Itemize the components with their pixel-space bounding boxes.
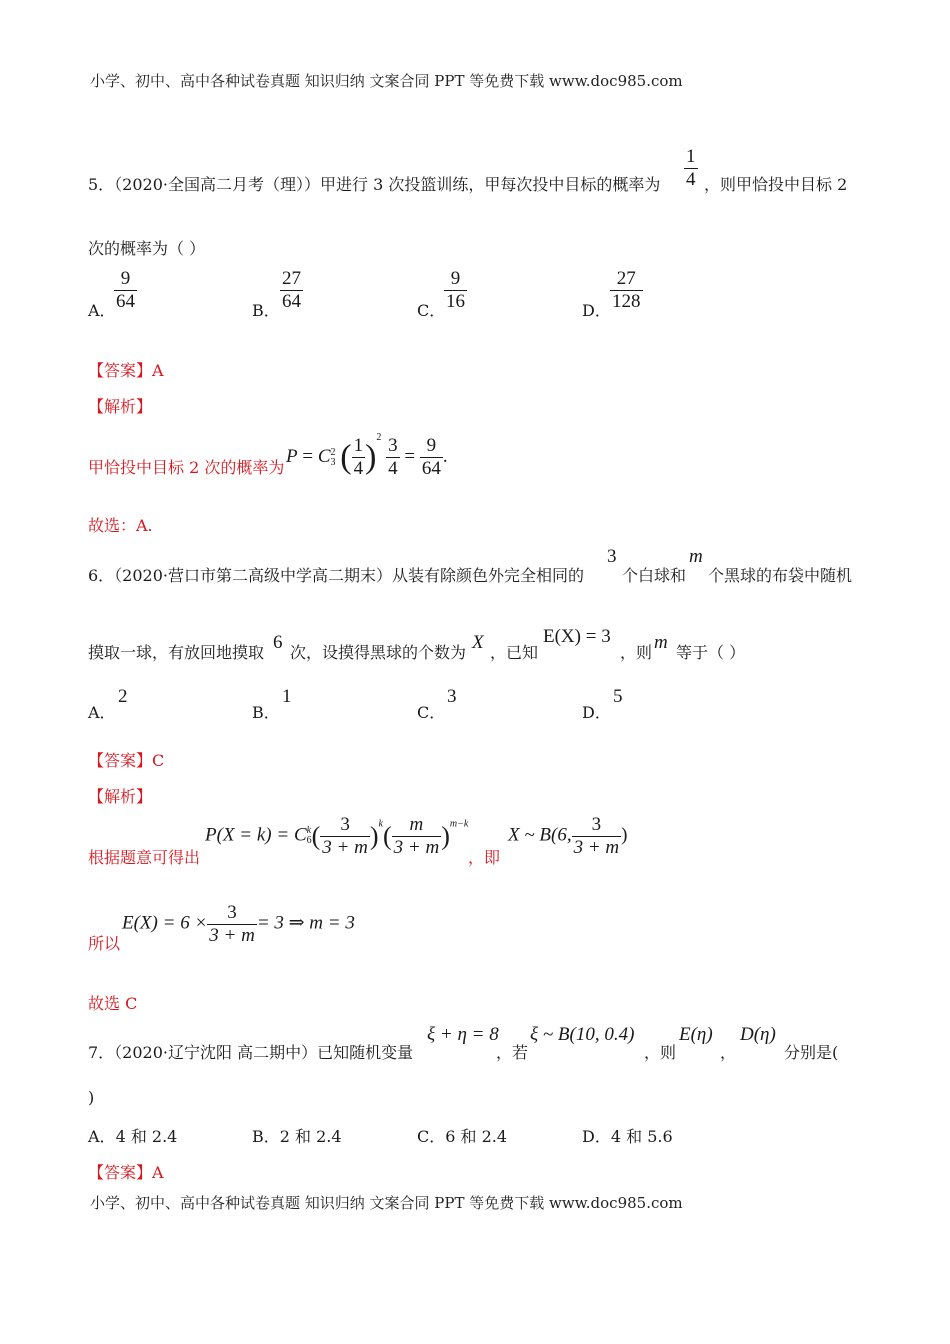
q7-option-b-label: B． [252, 1127, 280, 1146]
q5-formula-n3: 9 [420, 435, 443, 458]
q6-conclusion: 故选 C [88, 994, 138, 1013]
q5-analysis-label: 【解析】 [88, 397, 153, 416]
q6-option-d-label[interactable]: D． [582, 703, 611, 722]
q6-line2-a: 摸取一球，有放回地摸取 [88, 643, 265, 662]
q6-f1-sup: k [306, 825, 312, 837]
q5-formula-d3: 64 [421, 458, 441, 480]
q6-x-var: X [472, 632, 484, 653]
q6-option-c-value[interactable]: 3 [447, 686, 457, 707]
q6-option-a-label[interactable]: A． [88, 703, 116, 722]
q6-formula-distribution [508, 814, 627, 859]
q6-option-b-value[interactable]: 1 [282, 686, 292, 707]
q6-option-a-value[interactable]: 2 [118, 686, 128, 707]
q6-option-b-label[interactable]: B． [252, 703, 280, 722]
q5-option-a-value[interactable] [114, 268, 137, 313]
q6-f3-lhs: E(X) = 6 × [122, 912, 208, 934]
q5-formula-eq: = [302, 446, 314, 467]
q7-option-b-value: 2 和 2.4 [279, 1127, 342, 1146]
q5-formula-d1: 4 [353, 458, 364, 480]
q5-formula-p: P [286, 446, 298, 467]
q5-option-d-den: 128 [612, 290, 641, 312]
q6-f3-rhs: = 3 ⇒ m = 3 [256, 912, 355, 934]
q5-formula-eq2: = [404, 446, 416, 467]
q7-cond2: ξ ~ B(10, 0.4) [530, 1024, 635, 1045]
q5-explain-text: 甲恰投中目标 2 次的概率为 [88, 458, 285, 477]
q6-f2-d: 3 + m [573, 836, 620, 858]
q7-prefix: 7．（2020·辽宁沈阳 高二期中）已知随机变量 [88, 1043, 414, 1062]
q7-variance: D(η) [740, 1024, 776, 1045]
q5-option-c-num: 9 [444, 268, 467, 291]
q5-formula-n2: 3 [388, 435, 398, 457]
q7-mid1: ，若 [496, 1043, 529, 1062]
q6-mid1: 个白球和 [622, 566, 687, 585]
q5-formula-c-sup: 2 [330, 446, 336, 458]
q7-option-d[interactable] [582, 1124, 673, 1147]
q5-formula: P = C 2 3 ( $\frac{1}{4}$ )$^2$ $\frac{3}{4}$ = $\frac{9}{64}$ . [286, 432, 448, 480]
q5-option-c-label[interactable]: C． [417, 301, 446, 320]
q5-formula-d2: 4 [388, 458, 398, 480]
q6-f1-n1: 3 [320, 814, 370, 837]
q6-f1-sub: 6 [306, 835, 312, 847]
q6-f2-lhs: X ~ B(6, [508, 824, 572, 846]
q7-option-b[interactable] [252, 1124, 342, 1147]
q7-cond1: ξ + η = 8 [427, 1024, 499, 1045]
q7-option-d-value: 4 和 5.6 [610, 1127, 673, 1146]
q5-option-a-label[interactable]: A． [88, 301, 116, 320]
q6-f1-p2: m−k [449, 818, 469, 830]
q6-analysis-label: 【解析】 [88, 787, 153, 806]
q6-so-text: 所以 [88, 934, 121, 953]
q5-formula-end: . [442, 446, 448, 467]
q6-expectation: E(X) = 3 [543, 626, 611, 647]
q5-conclusion: 故选：A. [88, 516, 153, 535]
q5-stem-line2: 次的概率为（ ） [88, 239, 206, 258]
q6-option-c-label[interactable]: C． [417, 703, 446, 722]
q6-f1-lhs: P(X = k) = C [205, 824, 307, 846]
page-header: 小学、初中、高中各种试卷真题 知识归纳 文案合同 PPT 等免费下载 www.doc985.com [90, 72, 683, 90]
q5-formula-n1: 1 [353, 435, 364, 457]
q7-suffix: 分别是( [784, 1043, 839, 1062]
q7-option-c-value: 6 和 2.4 [445, 1127, 508, 1146]
q6-mid-text: ，即 [468, 848, 501, 867]
q6-f1-p1: k [378, 818, 383, 830]
q6-white-count: 3 [607, 546, 617, 567]
q6-mid2: 个黑球的布袋中随机 [708, 566, 853, 585]
q5-option-d-value[interactable] [610, 268, 643, 313]
q6-f1-d1: 3 + m [322, 836, 368, 858]
page-footer: 小学、初中、高中各种试卷真题 知识归纳 文案合同 PPT 等免费下载 www.doc985.com [90, 1194, 683, 1212]
q5-option-b-num: 27 [282, 268, 301, 289]
q6-line2-e: 等于（ ） [676, 643, 746, 662]
q5-option-b-value[interactable] [280, 268, 303, 313]
q5-formula-c: C [317, 446, 331, 467]
q7-option-a[interactable] [88, 1124, 177, 1147]
q6-line2-d: ，则 [620, 643, 653, 662]
q7-comma: ， [720, 1043, 737, 1062]
q5-suffix: ，则甲恰投中目标 2 [704, 175, 848, 194]
q6-option-d-value[interactable]: 5 [613, 686, 623, 707]
q5-option-a-den: 64 [116, 290, 135, 312]
q6-formula-solve [122, 902, 355, 947]
q7-line2: ) [88, 1088, 95, 1107]
q5-option-b-label[interactable]: B． [252, 301, 280, 320]
q5-formula-pow: 2 [376, 432, 382, 443]
q7-expectation: E(η) [679, 1024, 713, 1045]
q6-f2-end: ) [621, 824, 628, 846]
q5-frac-den: 4 [686, 168, 696, 190]
q6-formula-binomial: P(X = k) = C k 6 ( $\frac{3}{3 + m}$ )$^k$( $\frac{m}{3 + m}$ )$^{m-k}$ [205, 814, 469, 858]
q5-answer: 【答案】A [88, 361, 164, 380]
q7-option-a-value: 4 和 2.4 [115, 1127, 178, 1146]
q6-f2-n: 3 [572, 814, 622, 837]
q6-line2-c: ，已知 [490, 643, 539, 662]
q5-probability-fraction [684, 146, 698, 191]
q6-line2-b: 次，设摸得黑球的个数为 [290, 643, 467, 662]
q7-answer: 【答案】A [88, 1163, 164, 1182]
q6-m-var: m [689, 546, 703, 567]
q6-answer: 【答案】C [88, 751, 165, 770]
q7-option-c-label: C． [417, 1127, 446, 1146]
q6-times: 6 [273, 632, 283, 653]
q5-prefix: 5．（2020·全国高二月考（理））甲进行 3 次投篮训练，甲每次投中目标的概率为 [88, 175, 661, 194]
q5-option-d-label[interactable]: D． [582, 301, 611, 320]
q7-option-d-label: D． [582, 1127, 611, 1146]
q7-option-a-label: A． [88, 1127, 116, 1146]
q5-formula-c-sub: 3 [330, 456, 336, 468]
q5-option-a-num: 9 [114, 268, 137, 291]
q6-m-var-2: m [654, 632, 668, 653]
q5-stem-line1 [88, 172, 660, 195]
q6-explain-text: 根据题意可得出 [88, 848, 201, 867]
q5-option-c-den: 16 [446, 290, 465, 312]
q7-mid2: ，则 [644, 1043, 677, 1062]
q6-f3-d: 3 + m [209, 924, 255, 946]
q6-f3-n: 3 [207, 902, 257, 925]
q5-option-b-den: 64 [282, 290, 301, 312]
q6-prefix: 6．（2020·营口市第二高级中学高二期末）从装有除颜色外完全相同的 [88, 566, 584, 585]
q7-option-c[interactable] [417, 1124, 507, 1147]
q5-option-c-value[interactable] [444, 268, 467, 313]
q6-f1-d2: 3 + m [393, 836, 440, 858]
q5-frac-num: 1 [686, 146, 696, 167]
q5-option-d-num: 27 [610, 268, 643, 291]
q6-f1-n2: m [392, 814, 442, 837]
